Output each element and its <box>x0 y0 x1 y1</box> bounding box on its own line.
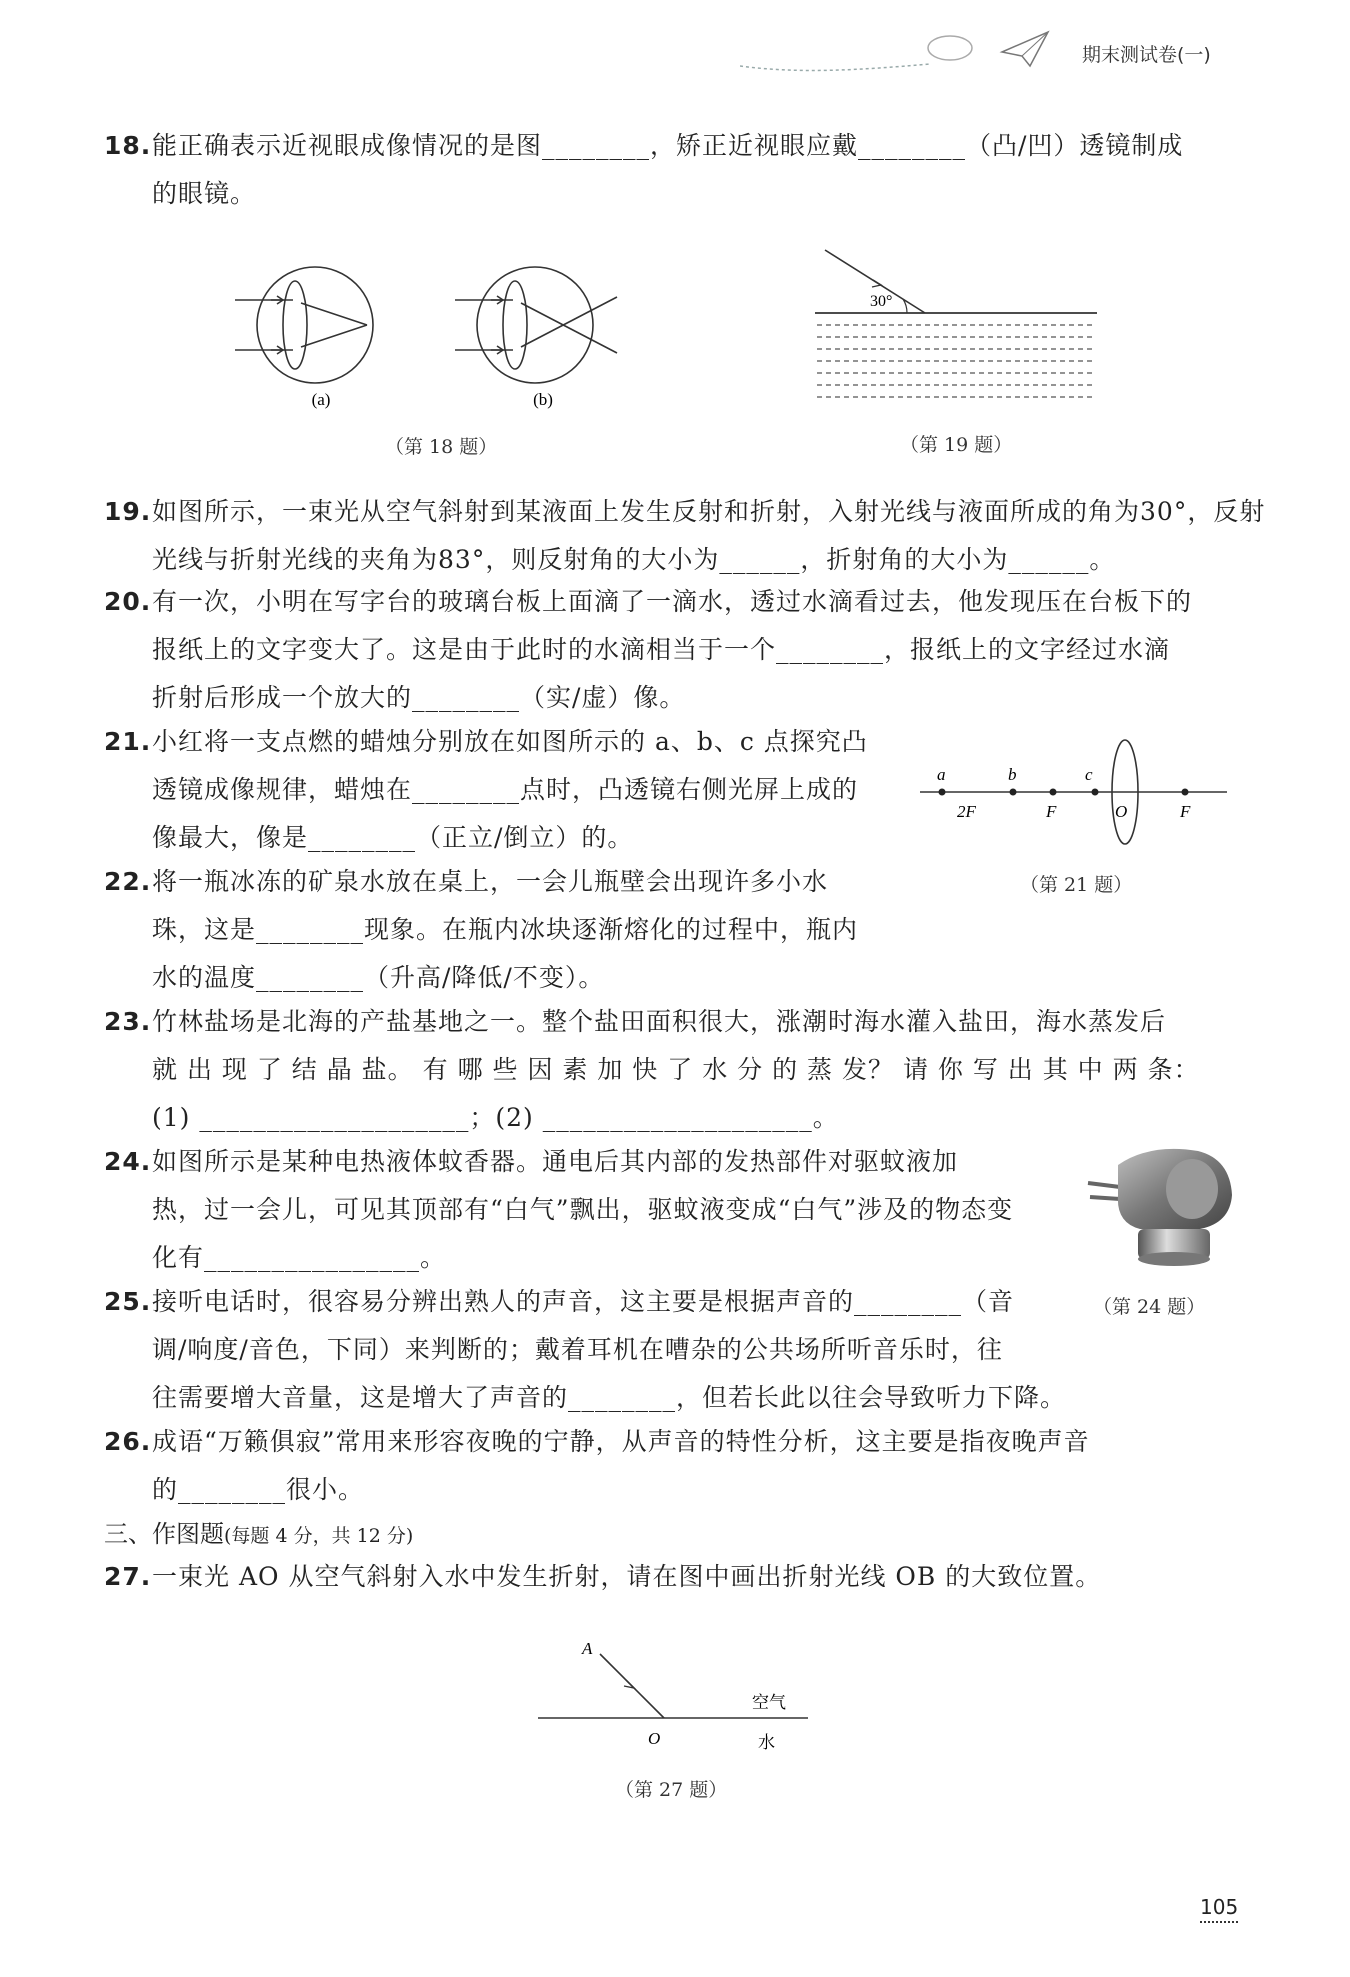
fig21-label-f2: F <box>1180 802 1191 821</box>
question-19 <box>104 488 1265 584</box>
header-decoration <box>740 22 1080 82</box>
figure-24-mosquito-heater <box>1080 1135 1245 1275</box>
question-number: 26. <box>104 1427 152 1456</box>
question-number: 19. <box>104 497 152 526</box>
question-number: 20. <box>104 587 152 616</box>
question-number: 24. <box>104 1147 152 1176</box>
section-note: (每题 4 分，共 12 分) <box>224 1525 414 1547</box>
fig27-label-o: O <box>648 1729 661 1748</box>
section-3-heading <box>104 1514 413 1549</box>
fig18-label-b: (b) <box>533 390 553 409</box>
question-line: 折射后形成一个放大的________（实/虚）像。 <box>152 683 686 712</box>
question-line: 能正确表示近视眼成像情况的是图________，矫正近视眼应戴________（凸/凹）透镜制成 <box>152 131 1184 160</box>
question-number: 21. <box>104 727 152 756</box>
question-number: 27. <box>104 1562 152 1591</box>
question-23 <box>104 998 1200 1142</box>
question-25 <box>104 1278 1066 1422</box>
question-line: 光线与折射光线的夹角为83°，则反射角的大小为______，折射角的大小为______。 <box>152 545 1116 574</box>
figure-27-refraction <box>530 1640 820 1760</box>
question-number: 25. <box>104 1287 152 1316</box>
question-line: 一束光 AO 从空气斜射入水中发生折射，请在图中画出折射光线 OB 的大致位置。 <box>152 1562 1102 1591</box>
question-24 <box>104 1138 1013 1282</box>
fig21-label-2f: 2F <box>957 802 976 821</box>
question-26 <box>104 1418 1090 1514</box>
question-line: 成语“万籁俱寂”常用来形容夜晚的宁静，从声音的特性分析，这主要是指夜晚声音 <box>152 1427 1090 1456</box>
question-line: 竹林盐场是北海的产盐基地之一。整个盐田面积很大，涨潮时海水灌入盐田，海水蒸发后 <box>152 1007 1167 1036</box>
question-line: 透镜成像规律，蜡烛在________点时，凸透镜右侧光屏上成的 <box>152 775 859 804</box>
question-line: 像最大，像是________（正立/倒立）的。 <box>152 823 634 852</box>
question-line: 的________很小。 <box>152 1475 365 1504</box>
question-18 <box>104 122 1183 218</box>
section-title: 三、作图题 <box>104 1520 224 1548</box>
question-27 <box>104 1553 1101 1601</box>
question-line: 珠，这是________现象。在瓶内冰块逐渐熔化的过程中，瓶内 <box>152 915 859 944</box>
figure-27-caption: （第 27 题） <box>615 1779 728 1801</box>
paper-plane-icon <box>1002 32 1048 66</box>
question-line: 调/响度/音色，下同）来判断的；戴着耳机在嘈杂的公共场所听音乐时，往 <box>152 1335 1003 1364</box>
question-number: 23. <box>104 1007 152 1036</box>
question-21 <box>104 718 868 862</box>
figure-21-lens-axis <box>915 735 1235 845</box>
question-line: 小红将一支点燃的蜡烛分别放在如图所示的 a、b、c 点探究凸 <box>152 727 868 756</box>
question-line: 热，过一会儿，可见其顶部有“白气”飘出，驱蚊液变成“白气”涉及的物态变 <box>152 1195 1014 1224</box>
fig21-point-a: a <box>937 765 946 784</box>
fig21-label-o: O <box>1115 802 1128 821</box>
question-line: 有一次，小明在写字台的玻璃台板上面滴了一滴水，透过水滴看过去，他发现压在台板下的 <box>152 587 1193 616</box>
question-20 <box>104 578 1192 722</box>
fig27-label-air: 空气 <box>752 1693 786 1712</box>
figure-18-eye-diagram <box>225 265 670 420</box>
question-line: 往需要增大音量，这是增大了声音的________，但若长此以往会导致听力下降。 <box>152 1383 1067 1412</box>
question-number: 18. <box>104 131 152 160</box>
question-line: 就 出 现 了 结 晶 盐。 有 哪 些 因 素 加 快 了 水 分 的 蒸 发？ 请 你 写 出 其 中 两 条： <box>152 1055 1200 1084</box>
figure-21-caption: （第 21 题） <box>1020 874 1133 896</box>
fig19-angle-label: 30° <box>870 293 893 310</box>
question-line: 如图所示是某种电热液体蚊香器。通电后其内部的发热部件对驱蚊液加 <box>152 1147 959 1176</box>
question-line: (1) ____________________；(2) ____________________。 <box>152 1103 839 1132</box>
fig27-label-water: 水 <box>758 1733 775 1752</box>
question-line: 报纸上的文字变大了。这是由于此时的水滴相当于一个________，报纸上的文字经过水滴 <box>152 635 1171 664</box>
fig27-label-a: A <box>582 1640 593 1658</box>
fig21-label-f1: F <box>1046 802 1057 821</box>
fig18-label-a: (a) <box>311 390 331 409</box>
figure-24-caption: （第 24 题） <box>1093 1296 1206 1318</box>
page-number: 105 <box>1200 1895 1238 1923</box>
question-22 <box>104 858 858 1002</box>
question-line: 如图所示，一束光从空气斜射到某液面上发生反射和折射，入射光线与液面所成的角为30°，反射 <box>152 497 1266 526</box>
question-line: 将一瓶冰冻的矿泉水放在桌上，一会儿瓶壁会出现许多小水 <box>152 867 829 896</box>
fig21-point-b: b <box>1008 765 1017 784</box>
question-number: 22. <box>104 867 152 896</box>
figure-19-caption: （第 19 题） <box>900 434 1013 456</box>
question-line: 水的温度________（升高/降低/不变）。 <box>152 963 605 992</box>
question-line: 的眼镜。 <box>152 179 257 208</box>
figure-18-caption: （第 18 题） <box>385 436 498 458</box>
question-line: 化有________________。 <box>152 1243 447 1272</box>
header-title: 期末测试卷(一) <box>1082 44 1211 66</box>
figure-19-liquid-surface <box>815 245 1115 415</box>
question-line: 接听电话时，很容易分辨出熟人的声音，这主要是根据声音的________（音 <box>152 1287 1015 1316</box>
fig21-point-c: c <box>1085 765 1093 784</box>
